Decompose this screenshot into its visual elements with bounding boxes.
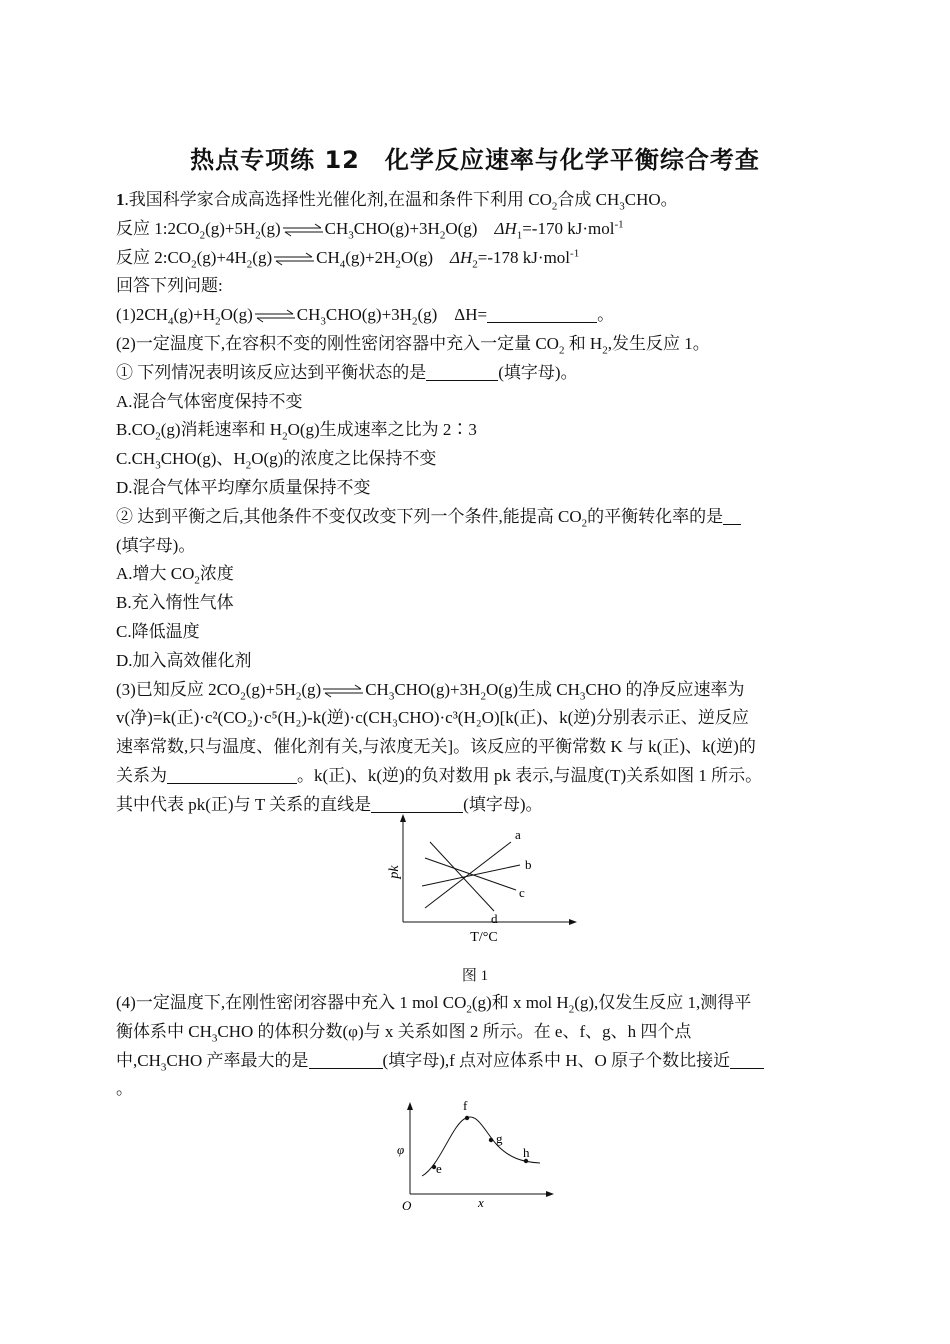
line-label-d: d [491,911,498,926]
line-label-b: b [525,857,532,872]
answer-blank[interactable] [487,304,597,323]
point-label-g: g [496,1131,503,1146]
line-a [425,842,511,908]
answer-blank[interactable] [723,506,741,525]
equilibrium-arrow-icon [253,309,297,323]
figure-1-caption: 图 1 [461,968,489,984]
part-2-q1: ① 下列情况表明该反应达到平衡状态的是 (填字母)。 [116,362,578,382]
part-2-q2: ② 达到平衡之后,其他条件不变仅改变下列一个条件,能提高 $CO_2$的平衡转化率的是 [116,503,840,532]
answer-blank[interactable] [167,765,297,784]
part-3-line-2: v(净)=k(正)·c²(CO₂)·c⁵(H₂)-k(逆)·c(CH₃CHO)·c³(H₂O)[k(正)、k(逆)分别表示正、逆反应 [116,708,749,728]
q1-intro: 1.我国科学家合成高选择性光催化剂,在温和条件下利用 $CO_2$合成 $CH_3CHO$。 [116,190,678,213]
part-1: $(1)2CH_4(g)+H_2O(g)$ $CH_3CHO(g)+3H_2(g)$ ΔH= 。 [116,305,615,328]
answer-prompt: 回答下列问题: [116,276,223,296]
option-d: D.加入高效催化剂 [116,650,252,670]
reaction-2: 反应 $2:CO_2(g)+4H_2(g)$ $CH_4(g)+2H_2O(g)$ $\Delta H_2=-178$ kJ·mol$^{-1}$ [116,246,580,270]
origin-label: O [402,1198,412,1213]
line-label-c: c [519,885,525,900]
line-b [422,865,520,886]
option-c: C.降低温度 [116,621,200,641]
option-a: A.增大 $CO_2$浓度 [116,564,234,587]
line-label-a: a [515,827,521,842]
point-label-h: h [523,1145,530,1160]
part-2-q2-end: (填字母)。 [116,535,196,555]
part-4-line-4: 。 [116,1079,133,1099]
x-axis-label: T/°C [470,930,498,945]
answer-blank[interactable] [426,362,498,381]
part-4 [116,989,840,1104]
option-d: D.混合气体平均摩尔质量保持不变 [116,477,371,497]
figure-2-graph [390,1094,570,1220]
option-b: B.充入惰性气体 [116,593,234,613]
line-d [430,842,494,911]
figure-1-graph [370,806,590,966]
part-3-line-5: 其中代表 pk(正)与 T 关系的直线是 (填字母)。 [116,794,543,814]
equilibrium-arrow-icon [281,223,325,237]
part-4-line-2: 衡体系中 $CH_3CHO$ 的体积分数(φ)与 x 关系如图 2 所示。在 e、f、g、h 四个点 [116,1021,692,1045]
option-b: $B.CO_2(g)$消耗速率和 $H_2O(g)$生成速率之比为 2∶3 [116,420,477,443]
part-3-line-1: (3)已知反应 $2CO_2(g)+5H_2(g)$ $CH_3CHO(g)+3H_2O(g)$生成 $CH_3CHO$ 的净反应速率为 [116,679,745,702]
answer-blank[interactable] [730,1050,764,1069]
question-1 [116,186,840,820]
point-label-f: f [463,1098,468,1113]
x-axis-arrow-icon [569,919,577,925]
part-3-line-3: 速率常数,只与温度、催化剂有关,与浓度无关]。该反应的平衡常数 K 与 k(正)、k(逆)的 [116,737,756,757]
equilibrium-arrow-icon [321,684,365,698]
point-g [489,1138,493,1142]
part-4-line-1: (4)一定温度下,在刚性密闭容器中充入 1 mol $CO_2(g)$和 x mol $H_2(g)$,仅发生反应 1,测得平 [116,993,752,1016]
y-axis-arrow-icon [407,1102,413,1110]
answer-blank[interactable] [309,1050,383,1069]
point-f [465,1116,469,1120]
x-axis-arrow-icon [546,1191,554,1197]
part-3-line-4: 关系为 。k(正)、k(逆)的负对数用 pk 表示,与温度(T)关系如图 1 所示。 [116,765,763,785]
y-axis-arrow-icon [400,814,406,822]
y-axis-label: pk [387,865,402,879]
part-2: (2)一定温度下,在容积不变的刚性密闭容器中充入一定量 $CO_2$ 和 $H_2$,发生反应 1。 [116,333,710,357]
page-title: 热点专项练 12 化学反应速率与化学平衡综合考查 [190,146,760,174]
x-axis-label: x [478,1195,484,1210]
part-4-line-3: 中$,CH_3CHO$ 产率最大的是 (填字母),f 点对应体系中 H、O 原子个数比接近 [116,1047,840,1076]
option-a: A.混合气体密度保持不变 [116,391,303,411]
reaction-1: 反应 $1:2CO_2(g)+5H_2(g)$ $CH_3CHO(g)+3H_2O(g)$ $\Delta H_1=-170$ kJ·mol$^{-1}$ [116,218,624,242]
option-c: $C.CH_3CHO(g)$、$H_2O(g)$的浓度之比保持不变 [116,449,437,472]
y-axis-label: φ [397,1142,405,1157]
point-label-e: e [436,1161,442,1176]
equilibrium-arrow-icon [272,252,316,266]
